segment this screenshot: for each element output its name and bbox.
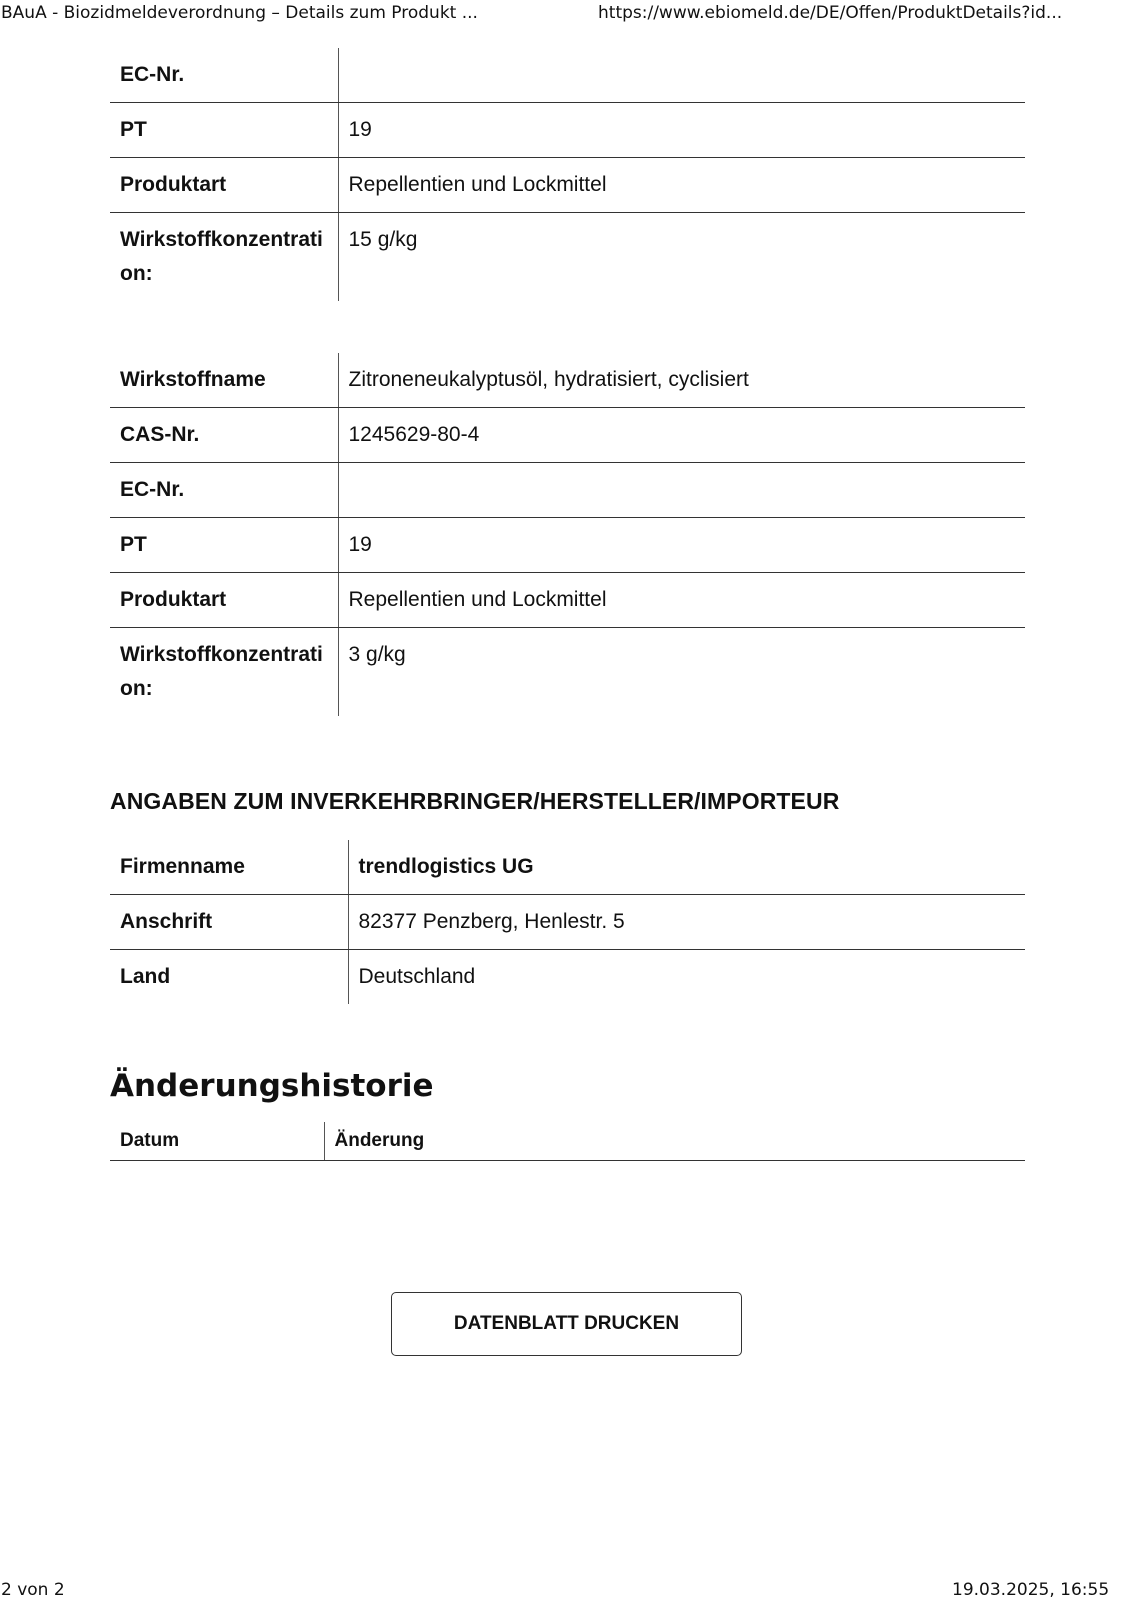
substance-1-table	[110, 48, 1025, 301]
table-row	[110, 518, 1025, 573]
row-label: Land	[120, 965, 171, 988]
table-row	[110, 840, 1025, 895]
print-header	[0, 0, 1131, 28]
history-col-change: Änderung	[324, 1122, 1025, 1161]
table-row	[110, 213, 1025, 302]
table-header-row	[110, 1122, 1025, 1161]
table-row	[110, 408, 1025, 463]
table-row	[110, 48, 1025, 103]
substance-2-table	[110, 353, 1025, 716]
row-label: Produktart	[110, 573, 338, 628]
row-label: Wirkstoffkonzentration:	[120, 643, 323, 700]
table-row	[110, 463, 1025, 518]
row-label: CAS-Nr.	[110, 408, 338, 463]
print-datetime: 19.03.2025, 16:55	[952, 1580, 1110, 1600]
row-value: Repellentien und Lockmittel	[338, 158, 1025, 213]
row-value: 3 g/kg	[338, 628, 1025, 717]
print-datasheet-button[interactable]: DATENBLATT DRUCKEN	[391, 1292, 742, 1356]
row-value: Zitroneneukalyptusöl, hydratisiert, cyclisiert	[338, 353, 1025, 408]
table-row	[110, 353, 1025, 408]
row-value: 82377 Penzberg, Henlestr. 5	[348, 895, 1025, 950]
history-table	[110, 1122, 1025, 1161]
row-label: PT	[110, 103, 338, 158]
row-label: EC-Nr.	[110, 48, 338, 103]
page-number: 2 von 2	[1, 1580, 65, 1600]
table-row	[110, 103, 1025, 158]
print-header-url: https://www.ebiomeld.de/DE/Offen/ProduktDetails?id...	[598, 3, 1063, 23]
row-label: Firmenname	[110, 840, 348, 895]
print-header-title: BAuA - Biozidmeldeverordnung – Details zum Produkt ...	[1, 3, 478, 23]
table-row	[110, 628, 1025, 717]
row-value: 1245629-80-4	[338, 408, 1025, 463]
row-value: 15 g/kg	[338, 213, 1025, 302]
row-label: EC-Nr.	[110, 463, 338, 518]
row-value: 19	[338, 518, 1025, 573]
row-value: Repellentien und Lockmittel	[338, 573, 1025, 628]
row-value: 19	[338, 103, 1025, 158]
table-row	[110, 895, 1025, 950]
table-row	[110, 573, 1025, 628]
row-value	[338, 48, 1025, 103]
history-col-date: Datum	[110, 1122, 324, 1161]
row-value: trendlogistics UG	[348, 840, 1025, 895]
row-label: PT	[110, 518, 338, 573]
row-label: Anschrift	[110, 895, 348, 950]
row-label: Wirkstoffkonzentration:	[120, 228, 323, 285]
row-value	[338, 463, 1025, 518]
table-row	[110, 158, 1025, 213]
manufacturer-heading: ANGABEN ZUM INVERKEHRBRINGER/HERSTELLER/IMPORTEUR	[110, 788, 840, 814]
print-footer	[0, 1580, 1131, 1600]
history-heading: Änderungshistorie	[110, 1068, 434, 1104]
row-label: Wirkstoffname	[110, 353, 338, 408]
manufacturer-table	[110, 840, 1025, 1004]
row-value: Deutschland	[348, 950, 1025, 1005]
row-label: Produktart	[110, 158, 338, 213]
table-row	[110, 950, 1025, 1005]
